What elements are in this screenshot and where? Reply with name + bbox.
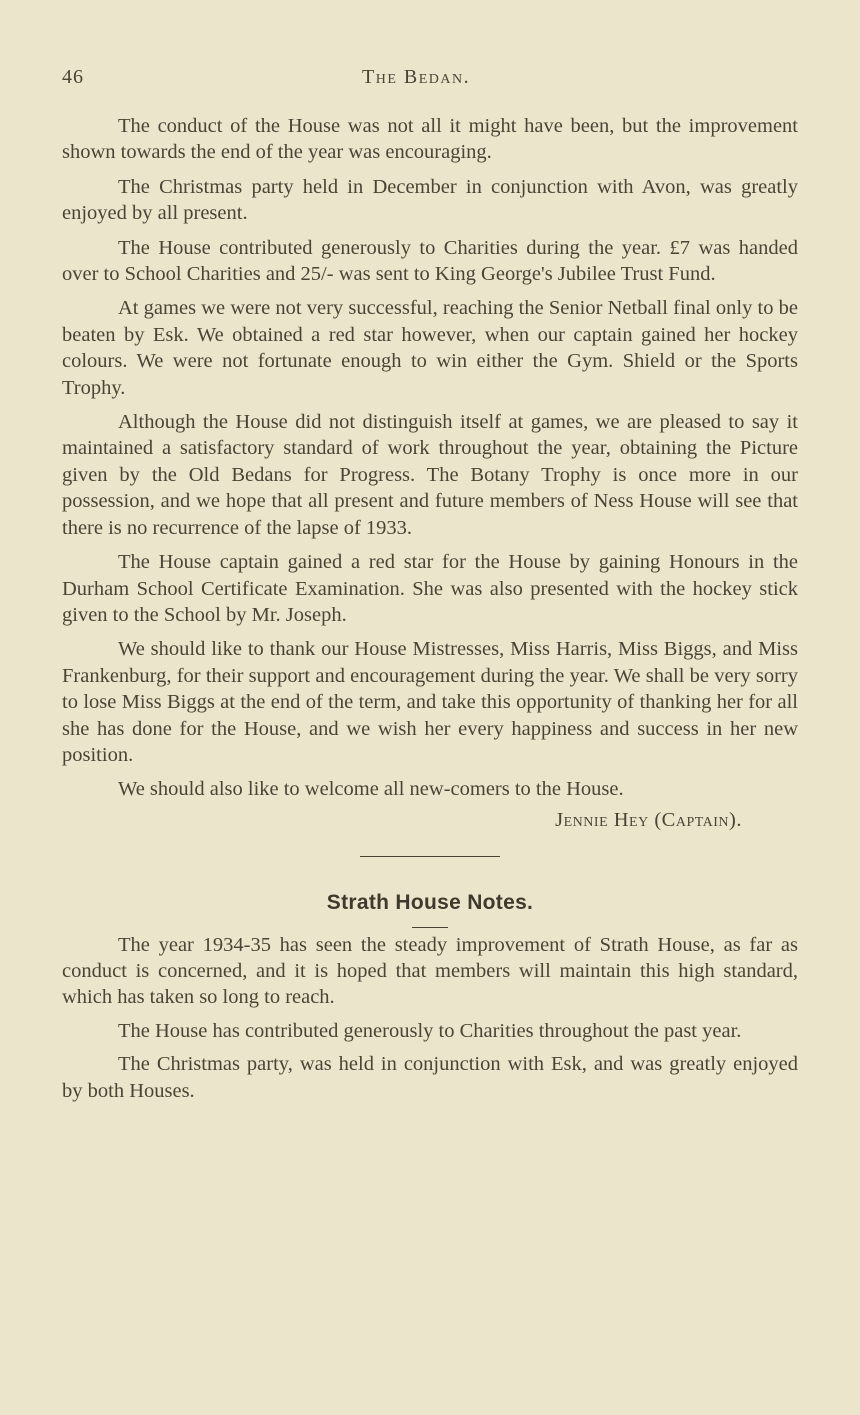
body-text (62, 113, 798, 1111)
section-heading: Strath House Notes. (326, 891, 534, 915)
section-divider (360, 856, 500, 857)
signature: Jennie Hey (Captain). (555, 808, 742, 831)
ness-house-notes (62, 113, 798, 833)
paragraph-conduct: The conduct of the House was not all it might have been, but the improvement shown towards the end of the year was encouraging. (62, 115, 798, 164)
journal-title: The Bedan. (362, 66, 471, 88)
paragraph-strath-christmas: The Christmas party, was held in conjunction with Esk, and was greatly enjoyed by both Houses. (62, 1053, 798, 1102)
paragraph-strath-charities: The House has contributed generously to Charities throughout the past year. (118, 1019, 742, 1042)
page-number: 46 (62, 66, 84, 88)
strath-house-notes (62, 890, 798, 1104)
paragraph-house-captain: The House captain gained a red star for the House by gaining Honours in the Durham School Certificate Examination. She was also presented with the hockey stick given to the School by Mr. Joseph. (62, 551, 798, 626)
paragraph-work: Although the House did not distinguish itself at games, we are pleased to say it maintained a satisfactory standard of work throughout the year, obtaining the Picture given by the Old Bedans for Progress. The Botany Trophy is once more in our possession, and we hope that all present and future members of Ness House will see that there is no recurrence of the lapse of 1933. (62, 411, 798, 539)
paragraph-charities: The House contributed generously to Charities during the year. £7 was handed over to School Charities and 25/- was sent to King George's Jubilee Trust Fund. (62, 236, 798, 286)
paragraph-thanks: We should like to thank our House Mistresses, Miss Harris, Miss Biggs, and Miss Frankenburg, for their support and encouragement during the year. We shall be very sorry to lose Miss Biggs at the end of the term, and take this opportunity of thanking her for all she has done for the House, and we wish her every happiness and success in her new position. (62, 638, 798, 766)
paragraph-games: At games we were not very successful, reaching the Senior Netball final only to be beaten by Esk. We obtained a red star however, when our captain gained her hockey colours. We were not fortunate enough to win either the Gym. Shield or the Sports Trophy. (62, 297, 798, 399)
paragraph-strath-improvement: The year 1934-35 has seen the steady improvement of Strath House, as far as conduct is concerned, and it is hoped that members will maintain this high standard, which has taken so long to reach. (62, 933, 798, 1009)
heading-rule (412, 927, 448, 928)
paragraph-welcome: We should also like to welcome all new-comers to the House. (118, 778, 624, 801)
running-head (62, 66, 802, 96)
paragraph-christmas-party: The Christmas party held in December in conjunction with Avon, was greatly enjoyed by all present. (62, 175, 798, 225)
